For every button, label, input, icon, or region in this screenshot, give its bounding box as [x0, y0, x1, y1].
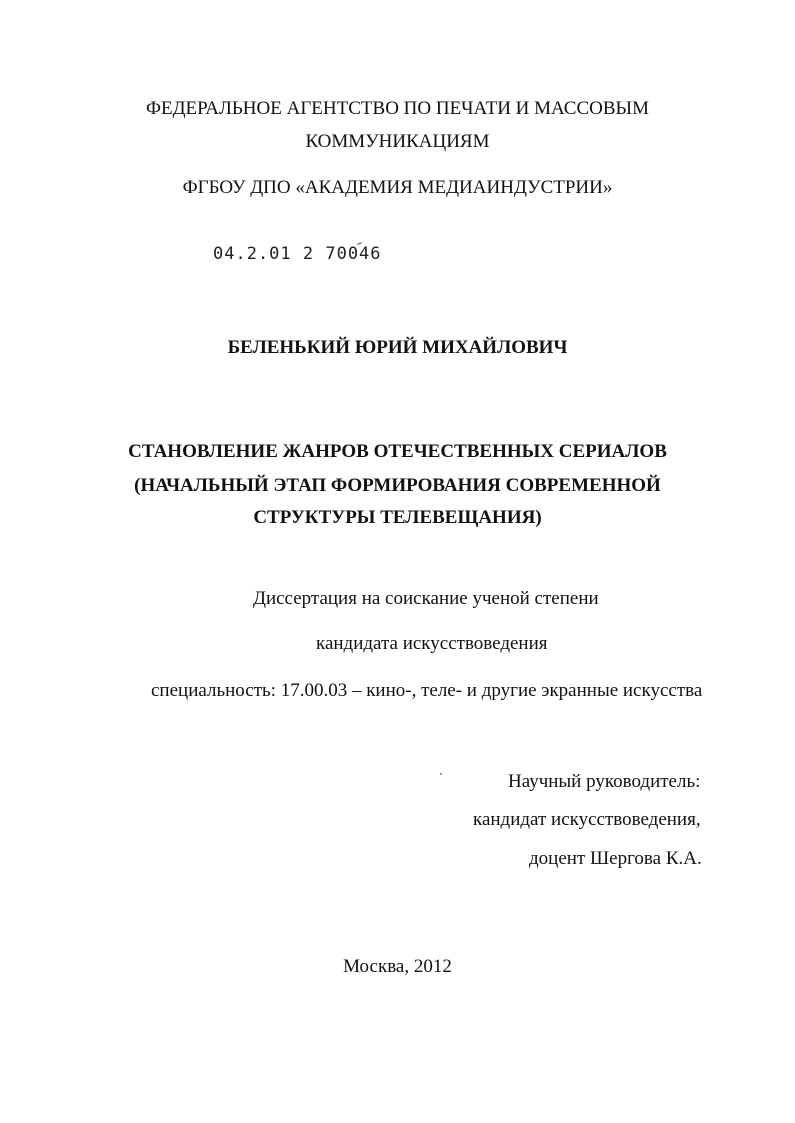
degree-line1: Диссертация на соискание ученой степени — [253, 588, 599, 609]
supervisor-degree: кандидат искусствоведения, — [473, 809, 701, 830]
scan-dot — [440, 773, 442, 775]
thesis-title-line2: (НАЧАЛЬНЫЙ ЭТАП ФОРМИРОВАНИЯ СОВРЕМЕННОЙ — [134, 475, 661, 496]
city-year: Москва, 2012 — [343, 956, 452, 977]
registration-number: 04.2.01 2 70046 — [213, 244, 382, 264]
degree-line2: кандидата искусствоведения — [316, 633, 548, 654]
academy-name: ФГБОУ ДПО «АКАДЕМИЯ МЕДИАИНДУСТРИИ» — [182, 177, 613, 198]
author-name: БЕЛЕНЬКИЙ ЮРИЙ МИХАЙЛОВИЧ — [227, 337, 568, 358]
agency-name-line1: ФЕДЕРАЛЬНОЕ АГЕНТСТВО ПО ПЕЧАТИ И МАССОВЫМ — [145, 98, 650, 119]
agency-name-line2: КОММУНИКАЦИЯМ — [305, 131, 490, 152]
thesis-title-line1: СТАНОВЛЕНИЕ ЖАНРОВ ОТЕЧЕСТВЕННЫХ СЕРИАЛОВ — [128, 441, 667, 462]
thesis-title-line3: СТРУКТУРЫ ТЕЛЕВЕЩАНИЯ) — [253, 507, 542, 528]
supervisor-label: Научный руководитель: — [508, 771, 701, 792]
specialty: специальность: 17.00.03 – кино-, теле- и другие экранные искусства — [151, 680, 703, 701]
supervisor-name: доцент Шергова К.А. — [529, 848, 702, 869]
